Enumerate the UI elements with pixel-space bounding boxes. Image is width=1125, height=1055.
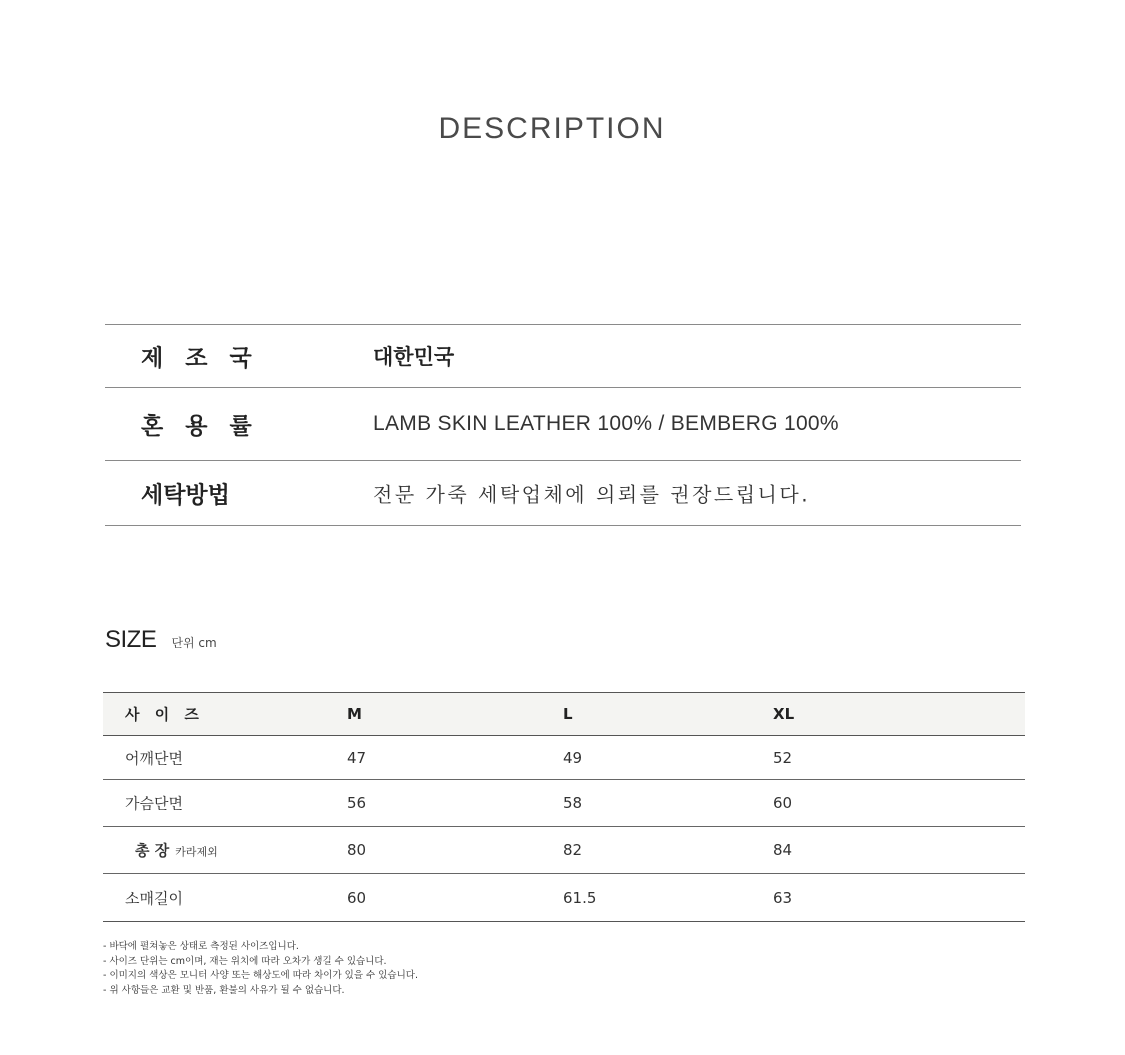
size-title: SIZE [105,626,157,653]
info-label-material: 혼 용 률 [141,413,259,440]
cell-l: 82 [563,841,583,859]
info-value-origin: 대한민국 [373,345,455,369]
header-l: L [563,705,573,723]
info-row-washing [105,460,1021,526]
note-line: - 사이즈 단위는 cm이며, 재는 위치에 따라 오차가 생길 수 있습니다. [103,955,387,967]
row-label-text: 총 장 [135,841,170,860]
info-label-origin: 제 조 국 [141,345,259,372]
cell-l: 58 [563,794,583,812]
size-heading [105,626,217,654]
cell-xl: 60 [773,794,793,812]
cell-l: 49 [563,748,583,767]
size-table-header [103,692,1025,736]
note-line: - 이미지의 색상은 모니터 사양 또는 해상도에 따라 차이가 있을 수 있습니다. [103,970,418,981]
table-row [103,874,1025,922]
cell-l: 61.5 [563,888,597,907]
cell-m: 60 [347,888,367,907]
page-title: DESCRIPTION [438,112,666,145]
info-value-washing: 전문 가죽 세탁업체에 의뢰를 권장드립니다. [373,482,811,507]
header-xl: XL [773,705,795,723]
cell-xl: 84 [773,841,793,859]
info-row-material [105,387,1021,460]
row-label-note: 카라제외 [175,845,218,859]
cell-xl: 63 [773,888,793,907]
table-row [103,736,1025,780]
info-value-material: LAMB SKIN LEATHER 100% / BEMBERG 100% [373,412,839,435]
cell-m: 80 [347,841,367,859]
product-info-table [105,324,1021,526]
note-line: - 바닥에 펼쳐놓은 상태로 측정된 사이즈입니다. [103,941,299,952]
info-label-washing: 세탁방법 [141,482,230,509]
info-row-origin [105,324,1021,387]
note-line: - 위 사항들은 교환 및 반품, 환불의 사유가 될 수 없습니다. [103,984,345,996]
row-label: 어깨단면 [125,749,183,767]
header-size: 사 이 즈 [125,705,204,724]
size-unit: 단위 cm [171,636,217,650]
header-m: M [347,705,362,723]
table-row [103,827,1025,874]
cell-m: 47 [347,748,367,767]
cell-xl: 52 [773,748,793,767]
table-row [103,780,1025,827]
size-notes [103,940,418,998]
size-table [103,692,1025,922]
row-label: 소매길이 [125,889,183,907]
row-label: 가슴단면 [125,794,183,813]
row-label [135,840,218,861]
cell-m: 56 [347,794,367,812]
